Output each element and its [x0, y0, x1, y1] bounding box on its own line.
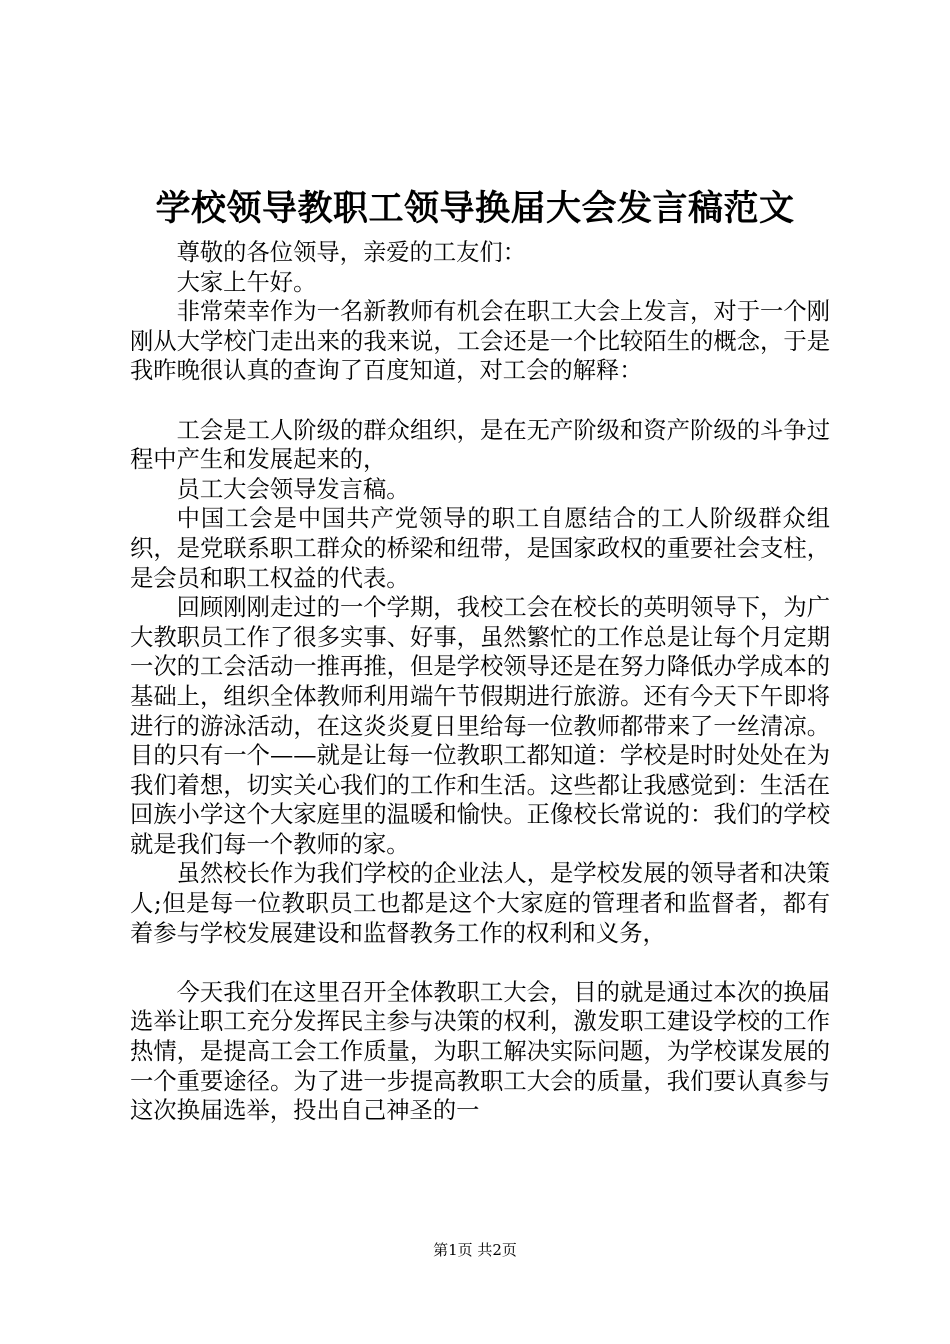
union-definition-paragraph: 工会是工人阶级的群众组织，是在无产阶级和资产阶级的斗争过程中产生和发展起来的， — [130, 416, 830, 474]
short-note-paragraph: 员工大会领导发言稿。 — [176, 475, 410, 503]
paragraph-spacer — [130, 948, 830, 978]
china-union-paragraph: 中国工会是中国共产党领导的职工自愿结合的工人阶级群众组织，是党联系职工群众的桥梁和纽带，是国家政权的重要社会支柱，是会员和职工权益的代表。 — [130, 505, 830, 592]
greeting-paragraph: 尊敬的各位领导，亲爱的工友们： — [176, 239, 527, 266]
intro-paragraph: 非常荣幸作为一名新教师有机会在职工大会上发言，对于一个刚刚从大学校门走出来的我来说，工会还是一个比较陌生的概念，于是我昨晚很认真的查询了百度知道，对工会的解释： — [130, 298, 830, 385]
principal-paragraph: 虽然校长作为我们学校的企业法人，是学校发展的领导者和决策人;但是每一位教职员工也都是这个大家庭的管理者和监督者，都有着参与学校发展建设和监督教务工作的权利和义务， — [130, 860, 830, 947]
page-footer: 第1页 共2页 — [433, 1241, 517, 1259]
document-body — [130, 238, 830, 1126]
paragraph-spacer — [130, 386, 830, 416]
election-paragraph: 今天我们在这里召开全体教职工大会，目的就是通过本次的换届选举让职工充分发挥民主参与决策的权利，激发职工建设学校的工作热情，是提高工会工作质量，为职工解决实际问题，为学校谋发展的一个重要途径。为了进一步提高教职工大会的质量，我们要认真参与这次换届选举，投出自己神圣的一 — [130, 978, 830, 1125]
document-title: 学校领导教职工领导换届大会发言稿范文 — [155, 189, 795, 229]
review-paragraph: 回顾刚刚走过的一个学期，我校工会在校长的英明领导下，为广大教职员工作了很多实事、好事，虽然繁忙的工作总是让每个月定期一次的工会活动一推再推，但是学校领导还是在努力降低办学成本的基础上，组织全体教师利用端午节假期进行旅游。还有今天下午即将进行的游泳活动，在这炎炎夏日里给每一位教师都带来了一丝清凉。目的只有一个——就是让每一位教职工都知道：学校是时时处处在为我们着想，切实关心我们的工作和生活。这些都让我感觉到：生活在回族小学这个大家庭里的温暖和愉快。正像校长常说的：我们的学校就是我们每一个教师的家。 — [130, 594, 830, 858]
salutation-paragraph: 大家上午好。 — [176, 268, 317, 296]
